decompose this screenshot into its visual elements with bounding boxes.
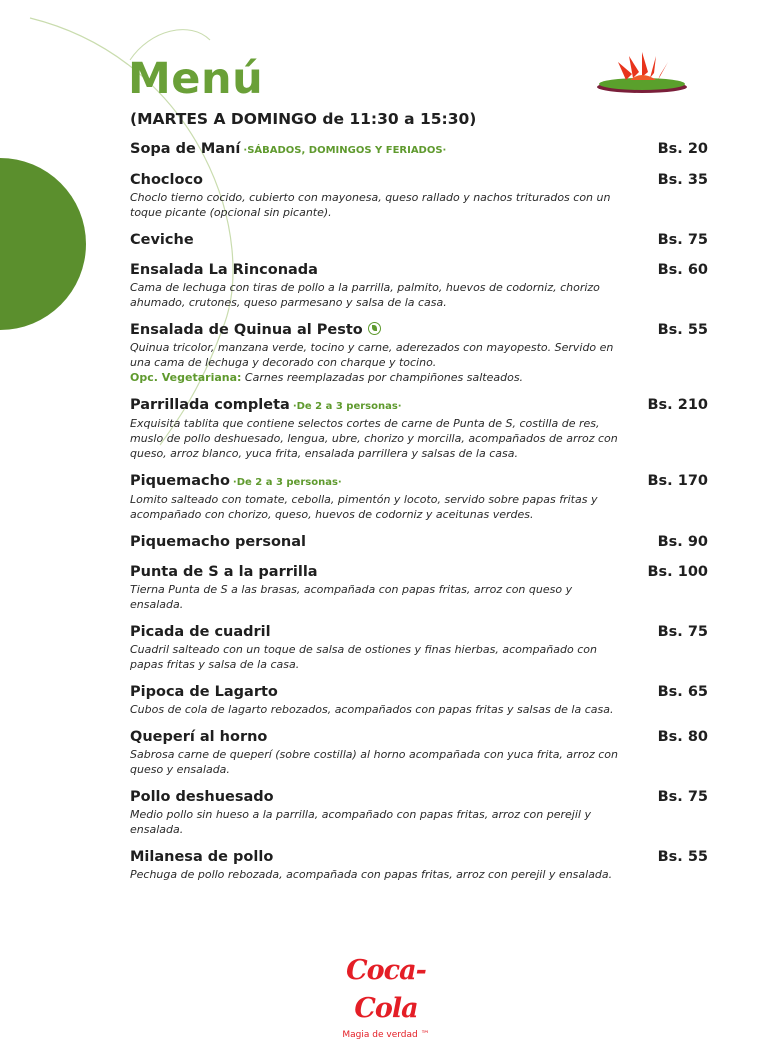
menu-item bbox=[130, 231, 708, 250]
item-price: Bs. 60 bbox=[657, 262, 708, 278]
item-price: Bs. 35 bbox=[657, 172, 708, 188]
item-price: Bs. 65 bbox=[657, 684, 708, 700]
menu-item bbox=[130, 848, 708, 882]
item-name: Sopa de Maní bbox=[130, 141, 241, 157]
coca-cola-logo bbox=[326, 952, 446, 1040]
item-price: Bs. 55 bbox=[657, 849, 708, 865]
item-price: Bs. 55 bbox=[657, 322, 708, 338]
vegetarian-leaf-icon bbox=[368, 322, 381, 335]
item-price: Bs. 75 bbox=[657, 232, 708, 248]
item-description: Cuadril salteado con un toque de salsa de ostiones y finas hierbas, acompañado con papas fritas y salsa de la casa. bbox=[130, 643, 597, 671]
schedule-text: (MARTES A DOMINGO de 11:30 a 15:30) bbox=[130, 110, 477, 128]
item-name: Piquemacho bbox=[130, 473, 230, 489]
vegetarian-option-text: Carnes reemplazadas por champiñones salteados. bbox=[241, 371, 524, 384]
item-price: Bs. 75 bbox=[657, 789, 708, 805]
vegetarian-option-label: Opc. Vegetariana: bbox=[130, 371, 242, 384]
item-price: Bs. 170 bbox=[647, 473, 708, 489]
menu-item bbox=[130, 623, 708, 672]
menu-item bbox=[130, 563, 708, 612]
menu-item bbox=[130, 261, 708, 310]
item-price: Bs. 20 bbox=[657, 141, 708, 157]
menu-item bbox=[130, 171, 708, 220]
item-note: ·De 2 a 3 personas· bbox=[292, 401, 402, 412]
item-description: Lomito salteado con tomate, cebolla, pimentón y locoto, servido sobre papas fritas y acompañado con chorizo, queso, huevos de codorniz y aceitunas verdes. bbox=[130, 493, 598, 521]
item-name: Milanesa de pollo bbox=[130, 849, 274, 865]
menu-item bbox=[130, 533, 708, 552]
item-price: Bs. 210 bbox=[647, 397, 708, 413]
page-title: Menú bbox=[128, 54, 264, 104]
item-price: Bs. 75 bbox=[657, 624, 708, 640]
restaurant-logo-icon bbox=[596, 50, 692, 96]
menu-item bbox=[130, 321, 708, 385]
item-description: Quinua tricolor, manzana verde, tocino y carne, aderezados con mayopesto. Servido en una cama de lechuga y decorado con charque y tocino. bbox=[130, 341, 614, 369]
brand-tagline: Magia de verdad ™ bbox=[342, 1030, 430, 1040]
item-description: Cama de lechuga con tiras de pollo a la parrilla, palmito, huevos de codorniz, chorizo ahumado, crutones, queso parmesano y salsa de la casa. bbox=[130, 281, 600, 309]
item-name: Punta de S a la parrilla bbox=[130, 564, 318, 580]
item-description: Tierna Punta de S a las brasas, acompañada con papas fritas, arroz con queso y ensalada. bbox=[130, 583, 573, 611]
menu-item bbox=[130, 472, 708, 522]
item-description: Exquisita tablita que contiene selectos cortes de carne de Punta de S, costilla de res, muslo de pollo deshuesado, lengua, ubre, chorizo y morcilla, acompañados de arroz con queso, arroz blanco, yuca frita, ensalada parrillera y salsas de la casa. bbox=[130, 417, 618, 460]
item-name: Pollo deshuesado bbox=[130, 789, 274, 805]
item-description: Sabrosa carne de queperí (sobre costilla) al horno acompañada con yuca frita, arroz con queso y ensalada. bbox=[130, 748, 618, 776]
item-price: Bs. 80 bbox=[657, 729, 708, 745]
item-name: Pipoca de Lagarto bbox=[130, 684, 278, 700]
item-price: Bs. 90 bbox=[657, 534, 708, 550]
item-name: Picada de cuadril bbox=[130, 624, 271, 640]
menu-item bbox=[130, 788, 708, 837]
item-description: Medio pollo sin hueso a la parrilla, acompañado con papas fritas, arroz con perejil y ensalada. bbox=[130, 808, 591, 836]
item-name: Parrillada completa bbox=[130, 397, 290, 413]
brand-name: Coca-Cola bbox=[346, 955, 426, 1024]
item-description: Pechuga de pollo rebozada, acompañada con papas fritas, arroz con perejil y ensalada. bbox=[130, 868, 613, 881]
item-name: Chocloco bbox=[130, 172, 204, 188]
vegetarian-option bbox=[130, 370, 622, 385]
item-name: Queperí al horno bbox=[130, 729, 268, 745]
menu-item bbox=[130, 728, 708, 777]
decorative-green-circle bbox=[0, 158, 86, 330]
item-note: ·SÁBADOS, DOMINGOS Y FERIADOS· bbox=[243, 145, 447, 156]
item-name: Ceviche bbox=[130, 232, 194, 248]
menu-item bbox=[130, 396, 708, 461]
menu-item bbox=[130, 140, 708, 160]
menu-list bbox=[130, 140, 708, 893]
item-name: Ensalada de Quinua al Pesto bbox=[130, 322, 363, 338]
item-name: Piquemacho personal bbox=[130, 534, 306, 550]
item-note: ·De 2 a 3 personas· bbox=[232, 477, 342, 488]
item-name: Ensalada La Rinconada bbox=[130, 262, 318, 278]
item-price: Bs. 100 bbox=[647, 564, 708, 580]
menu-item bbox=[130, 683, 708, 717]
item-description: Choclo tierno cocido, cubierto con mayonesa, queso rallado y nachos triturados con un toque picante (opcional sin picante). bbox=[130, 191, 611, 219]
item-description: Cubos de cola de lagarto rebozados, acompañados con papas fritas y salsas de la casa. bbox=[130, 703, 614, 716]
